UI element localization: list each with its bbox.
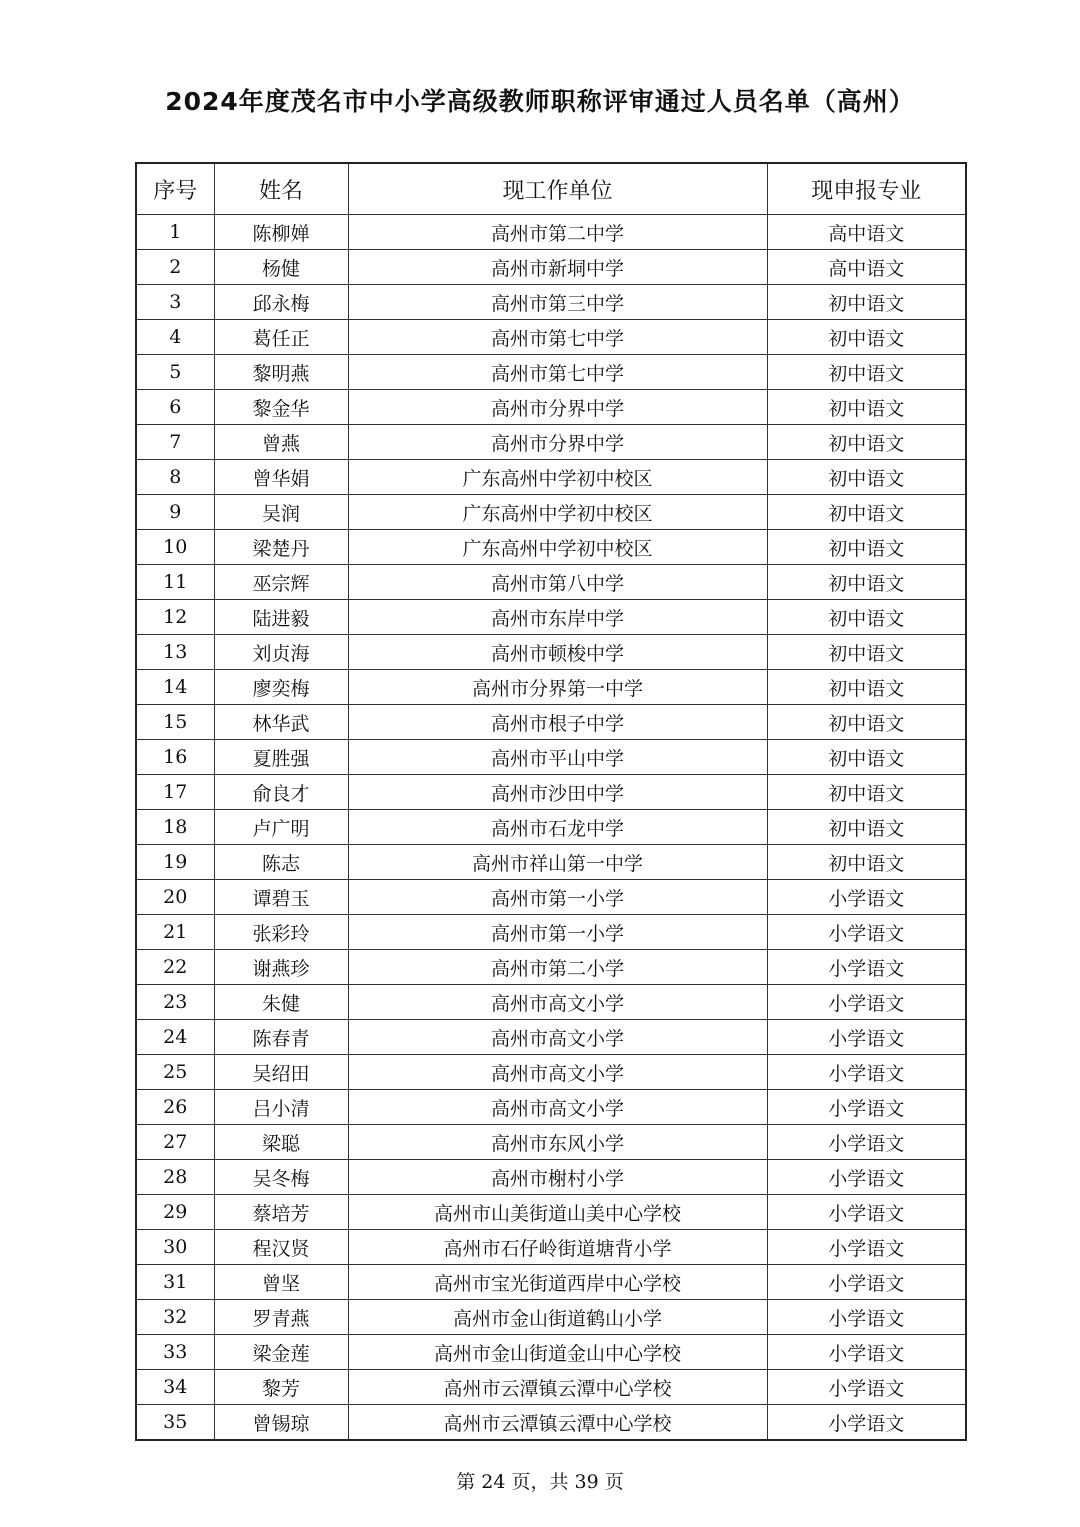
table-row [136,285,966,320]
cell-workplace: 高州市第七中学 [348,320,767,355]
cell-subject: 初中语文 [767,740,966,775]
cell-subject: 小学语文 [767,1300,966,1335]
table-row [136,425,966,460]
cell-serial: 20 [136,880,214,915]
cell-name: 曾燕 [214,425,348,460]
table-row [136,1055,966,1090]
table-row [136,775,966,810]
cell-subject: 高中语文 [767,215,966,250]
cell-workplace: 高州市根子中学 [348,705,767,740]
cell-name: 俞良才 [214,775,348,810]
cell-name: 梁楚丹 [214,530,348,565]
cell-subject: 初中语文 [767,320,966,355]
cell-workplace: 高州市顿梭中学 [348,635,767,670]
cell-serial: 15 [136,705,214,740]
cell-serial: 13 [136,635,214,670]
cell-serial: 3 [136,285,214,320]
cell-subject: 小学语文 [767,1335,966,1370]
cell-name: 谢燕珍 [214,950,348,985]
cell-subject: 小学语文 [767,1020,966,1055]
cell-serial: 35 [136,1405,214,1441]
cell-serial: 1 [136,215,214,250]
cell-subject: 小学语文 [767,1090,966,1125]
cell-subject: 初中语文 [767,635,966,670]
cell-workplace: 高州市新垌中学 [348,250,767,285]
cell-serial: 17 [136,775,214,810]
table-row [136,810,966,845]
table-row [136,390,966,425]
cell-subject: 小学语文 [767,1230,966,1265]
cell-subject: 小学语文 [767,1160,966,1195]
table-row [136,670,966,705]
page-footer: 第 24 页，共 39 页 [456,1471,624,1493]
table-row [136,1195,966,1230]
cell-name: 张彩玲 [214,915,348,950]
cell-serial: 7 [136,425,214,460]
cell-subject: 初中语文 [767,460,966,495]
cell-workplace: 高州市云潭镇云潭中心学校 [348,1405,767,1441]
cell-workplace: 广东高州中学初中校区 [348,460,767,495]
cell-serial: 28 [136,1160,214,1195]
cell-serial: 16 [136,740,214,775]
header-workplace: 现工作单位 [348,163,767,215]
cell-name: 巫宗辉 [214,565,348,600]
cell-workplace: 高州市金山街道鹤山小学 [348,1300,767,1335]
cell-name: 林华武 [214,705,348,740]
cell-workplace: 高州市石龙中学 [348,810,767,845]
cell-serial: 31 [136,1265,214,1300]
cell-subject: 初中语文 [767,425,966,460]
cell-workplace: 高州市高文小学 [348,1020,767,1055]
cell-workplace: 高州市东风小学 [348,1125,767,1160]
cell-serial: 34 [136,1370,214,1405]
page-title: 2024年度茂名市中小学高级教师职称评审通过人员名单（高州） [165,87,915,116]
cell-serial: 29 [136,1195,214,1230]
cell-serial: 24 [136,1020,214,1055]
table-row [136,1300,966,1335]
table-row [136,1125,966,1160]
cell-name: 曾坚 [214,1265,348,1300]
table-row [136,600,966,635]
cell-subject: 初中语文 [767,775,966,810]
table-header-row [136,163,966,215]
cell-serial: 32 [136,1300,214,1335]
cell-workplace: 高州市平山中学 [348,740,767,775]
cell-workplace: 高州市宝光街道西岸中心学校 [348,1265,767,1300]
cell-workplace: 高州市云潭镇云潭中心学校 [348,1370,767,1405]
table-row [136,1090,966,1125]
table-row [136,915,966,950]
cell-serial: 18 [136,810,214,845]
cell-subject: 小学语文 [767,950,966,985]
cell-subject: 小学语文 [767,1195,966,1230]
cell-subject: 小学语文 [767,1265,966,1300]
cell-subject: 初中语文 [767,285,966,320]
table-row [136,1160,966,1195]
cell-workplace: 高州市第二中学 [348,215,767,250]
table-row [136,565,966,600]
table-row [136,460,966,495]
cell-name: 陈春青 [214,1020,348,1055]
cell-workplace: 高州市榭村小学 [348,1160,767,1195]
cell-name: 梁聪 [214,1125,348,1160]
cell-subject: 初中语文 [767,355,966,390]
cell-workplace: 高州市分界第一中学 [348,670,767,705]
cell-subject: 初中语文 [767,495,966,530]
cell-workplace: 高州市第八中学 [348,565,767,600]
table-row [136,705,966,740]
table-row [136,1230,966,1265]
cell-name: 陈志 [214,845,348,880]
cell-serial: 19 [136,845,214,880]
cell-workplace: 高州市分界中学 [348,425,767,460]
cell-workplace: 高州市沙田中学 [348,775,767,810]
cell-workplace: 广东高州中学初中校区 [348,495,767,530]
cell-subject: 小学语文 [767,985,966,1020]
cell-name: 吴冬梅 [214,1160,348,1195]
cell-serial: 5 [136,355,214,390]
cell-name: 曾锡琼 [214,1405,348,1441]
table-row [136,250,966,285]
cell-serial: 8 [136,460,214,495]
cell-name: 吴绍田 [214,1055,348,1090]
table-row [136,1370,966,1405]
table-row [136,1335,966,1370]
table-row [136,215,966,250]
cell-workplace: 高州市山美街道山美中心学校 [348,1195,767,1230]
cell-name: 吴润 [214,495,348,530]
cell-name: 梁金莲 [214,1335,348,1370]
cell-workplace: 高州市第三中学 [348,285,767,320]
cell-serial: 22 [136,950,214,985]
table-row [136,635,966,670]
table-row [136,880,966,915]
cell-subject: 小学语文 [767,1405,966,1441]
cell-workplace: 高州市分界中学 [348,390,767,425]
cell-subject: 初中语文 [767,705,966,740]
cell-workplace: 高州市金山街道金山中心学校 [348,1335,767,1370]
cell-serial: 14 [136,670,214,705]
cell-subject: 小学语文 [767,1370,966,1405]
cell-serial: 23 [136,985,214,1020]
cell-subject: 小学语文 [767,1055,966,1090]
table-body [136,215,966,1441]
cell-name: 刘贞海 [214,635,348,670]
cell-workplace: 高州市高文小学 [348,985,767,1020]
cell-workplace: 高州市东岸中学 [348,600,767,635]
cell-workplace: 高州市第二小学 [348,950,767,985]
table-row [136,985,966,1020]
table-row [136,320,966,355]
cell-serial: 9 [136,495,214,530]
cell-name: 谭碧玉 [214,880,348,915]
cell-subject: 初中语文 [767,530,966,565]
cell-serial: 27 [136,1125,214,1160]
cell-name: 吕小清 [214,1090,348,1125]
table-row [136,845,966,880]
cell-serial: 4 [136,320,214,355]
table-row [136,355,966,390]
roster-table [135,162,967,1441]
cell-name: 朱健 [214,985,348,1020]
cell-name: 廖奕梅 [214,670,348,705]
cell-name: 罗青燕 [214,1300,348,1335]
cell-subject: 小学语文 [767,1125,966,1160]
cell-subject: 高中语文 [767,250,966,285]
cell-workplace: 高州市第一小学 [348,915,767,950]
cell-subject: 初中语文 [767,600,966,635]
cell-workplace: 高州市高文小学 [348,1055,767,1090]
cell-subject: 初中语文 [767,670,966,705]
cell-subject: 初中语文 [767,565,966,600]
cell-workplace: 高州市第一小学 [348,880,767,915]
cell-serial: 6 [136,390,214,425]
table-row [136,495,966,530]
cell-name: 陆进毅 [214,600,348,635]
cell-subject: 小学语文 [767,915,966,950]
cell-subject: 初中语文 [767,845,966,880]
cell-workplace: 高州市祥山第一中学 [348,845,767,880]
cell-serial: 10 [136,530,214,565]
cell-name: 黎明燕 [214,355,348,390]
cell-serial: 30 [136,1230,214,1265]
cell-subject: 小学语文 [767,880,966,915]
cell-serial: 21 [136,915,214,950]
cell-serial: 26 [136,1090,214,1125]
cell-subject: 初中语文 [767,390,966,425]
table-row [136,950,966,985]
cell-workplace: 高州市高文小学 [348,1090,767,1125]
cell-name: 黎芳 [214,1370,348,1405]
cell-serial: 2 [136,250,214,285]
cell-name: 夏胜强 [214,740,348,775]
table-row [136,1265,966,1300]
cell-name: 陈柳婵 [214,215,348,250]
cell-name: 黎金华 [214,390,348,425]
cell-name: 卢广明 [214,810,348,845]
cell-workplace: 高州市第七中学 [348,355,767,390]
table-row [136,740,966,775]
cell-name: 蔡培芳 [214,1195,348,1230]
cell-serial: 25 [136,1055,214,1090]
table-row [136,530,966,565]
cell-subject: 初中语文 [767,810,966,845]
cell-workplace: 广东高州中学初中校区 [348,530,767,565]
cell-name: 邱永梅 [214,285,348,320]
cell-serial: 33 [136,1335,214,1370]
table-row [136,1020,966,1055]
cell-name: 程汉贤 [214,1230,348,1265]
cell-serial: 12 [136,600,214,635]
cell-name: 曾华娟 [214,460,348,495]
cell-serial: 11 [136,565,214,600]
header-name: 姓名 [214,163,348,215]
cell-workplace: 高州市石仔岭街道塘背小学 [348,1230,767,1265]
header-serial: 序号 [136,163,214,215]
header-subject: 现申报专业 [767,163,966,215]
table-row [136,1405,966,1441]
cell-name: 杨健 [214,250,348,285]
cell-name: 葛任正 [214,320,348,355]
